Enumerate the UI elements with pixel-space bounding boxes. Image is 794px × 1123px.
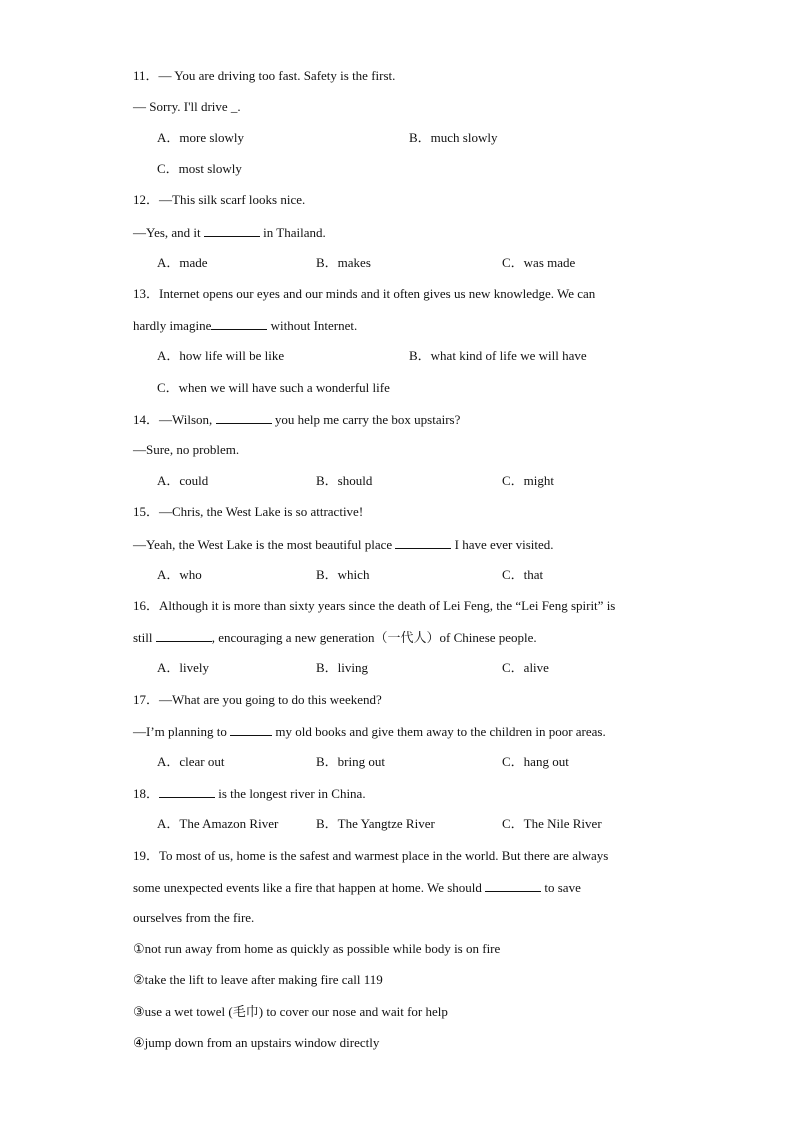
question-text: , encouraging a new generation（一代人）of Chinese people. [211, 630, 537, 645]
question-19-item-2: ②take the lift to leave after making fire call 119 [133, 972, 383, 987]
question-number: 17． [133, 692, 160, 707]
question-14-option-a[interactable]: A．could [157, 473, 209, 488]
question-text: is the longest river in China. [218, 786, 366, 801]
answer-blank[interactable] [216, 411, 272, 424]
question-16-prompt [133, 598, 615, 614]
answer-blank[interactable] [485, 879, 541, 892]
question-text: still [133, 630, 153, 645]
question-15-response [133, 536, 554, 553]
question-11-option-a[interactable]: A．more slowly [157, 130, 245, 145]
question-text: —Chris, the West Lake is so attractive! [159, 504, 364, 519]
answer-blank[interactable] [230, 723, 272, 736]
question-19-prompt-cont [133, 879, 581, 896]
question-14-option-c[interactable]: C．might [502, 473, 555, 488]
question-17-option-b[interactable]: B．bring out [316, 754, 385, 769]
question-text: Internet opens our eyes and our minds and it often gives us new knowledge. We can [159, 286, 596, 301]
question-19-item-1: ①not run away from home as quickly as possible while body is on fire [133, 941, 501, 956]
question-13-option-a[interactable]: A．how life will be like [157, 348, 285, 363]
question-text: —What are you going to do this weekend? [159, 692, 382, 707]
question-11-option-c[interactable]: C．most slowly [157, 161, 242, 176]
question-12-prompt [133, 192, 305, 208]
question-12-response [133, 224, 326, 241]
question-13-option-c[interactable]: C．when we will have such a wonderful life [157, 380, 390, 395]
question-text: — You are driving too fast. Safety is the first. [158, 68, 396, 83]
question-text: —This silk scarf looks nice. [159, 192, 306, 207]
question-11-prompt [133, 68, 395, 84]
question-18-option-c[interactable]: C．The Nile River [502, 816, 602, 831]
answer-blank[interactable] [156, 629, 212, 642]
question-19-prompt-cont2 [133, 910, 254, 926]
question-18-prompt [133, 785, 366, 802]
question-16-option-c[interactable]: C．alive [502, 660, 549, 675]
answer-blank[interactable] [204, 224, 260, 237]
question-16-prompt-cont [133, 629, 537, 646]
question-17-response [133, 723, 606, 740]
question-12-option-a[interactable]: A．made [157, 255, 208, 270]
question-number: 16． [133, 598, 160, 613]
question-14-response [133, 442, 239, 458]
question-text: ourselves from the fire. [133, 910, 255, 925]
question-text: I have ever visited. [454, 537, 554, 552]
question-18-option-a[interactable]: A．The Amazon River [157, 816, 279, 831]
question-13-prompt [133, 286, 595, 302]
answer-blank[interactable] [159, 785, 215, 798]
question-16-option-a[interactable]: A．lively [157, 660, 209, 675]
question-16-option-b[interactable]: B．living [316, 660, 369, 675]
question-19-prompt [133, 848, 608, 864]
question-text: some unexpected events like a fire that happen at home. We should [133, 880, 482, 895]
question-text: To most of us, home is the safest and warmest place in the world. But there are always [159, 848, 609, 863]
question-text: —Sure, no problem. [133, 442, 240, 457]
question-text: —Yes, and it [133, 225, 201, 240]
question-15-option-b[interactable]: B．which [316, 567, 370, 582]
question-text: — Sorry. I'll drive _. [133, 99, 241, 114]
question-13-option-b[interactable]: B．what kind of life we will have [409, 348, 587, 363]
question-17-option-c[interactable]: C．hang out [502, 754, 569, 769]
question-number: 15． [133, 504, 160, 519]
question-number: 19． [133, 848, 160, 863]
question-number: 14． [133, 412, 160, 427]
question-text: in Thailand. [263, 225, 326, 240]
question-text: without Internet. [270, 318, 358, 333]
question-18-option-b[interactable]: B．The Yangtze River [316, 816, 435, 831]
question-number: 11． [133, 68, 159, 83]
question-14-prompt [133, 411, 460, 428]
answer-blank[interactable] [211, 317, 267, 330]
answer-blank[interactable] [395, 536, 451, 549]
question-11-option-b[interactable]: B．much slowly [409, 130, 498, 145]
question-number: 18． [133, 786, 160, 801]
question-text: Although it is more than sixty years since the death of Lei Feng, the “Lei Feng spirit” is [159, 598, 616, 613]
question-text: —Yeah, the West Lake is the most beautiful place [133, 537, 393, 552]
question-text: to save [544, 880, 581, 895]
question-15-prompt [133, 504, 363, 520]
question-number: 13． [133, 286, 160, 301]
question-15-option-a[interactable]: A．who [157, 567, 202, 582]
question-13-prompt-cont [133, 317, 357, 334]
question-text: hardly imagine [133, 318, 212, 333]
question-text: my old books and give them away to the children in poor areas. [275, 724, 606, 739]
question-15-option-c[interactable]: C．that [502, 567, 544, 582]
question-14-option-b[interactable]: B．should [316, 473, 373, 488]
question-19-item-4: ④jump down from an upstairs window directly [133, 1035, 380, 1050]
question-text: —I’m planning to [133, 724, 227, 739]
question-11-response [133, 99, 241, 115]
question-12-option-c[interactable]: C．was made [502, 255, 576, 270]
question-12-option-b[interactable]: B．makes [316, 255, 371, 270]
question-17-option-a[interactable]: A．clear out [157, 754, 225, 769]
question-17-prompt [133, 692, 382, 708]
question-number: 12． [133, 192, 160, 207]
question-text: you help me carry the box upstairs? [274, 412, 461, 427]
question-19-item-3: ③use a wet towel (毛巾) to cover our nose and wait for help [133, 1004, 448, 1019]
question-text: —Wilson, [159, 412, 213, 427]
